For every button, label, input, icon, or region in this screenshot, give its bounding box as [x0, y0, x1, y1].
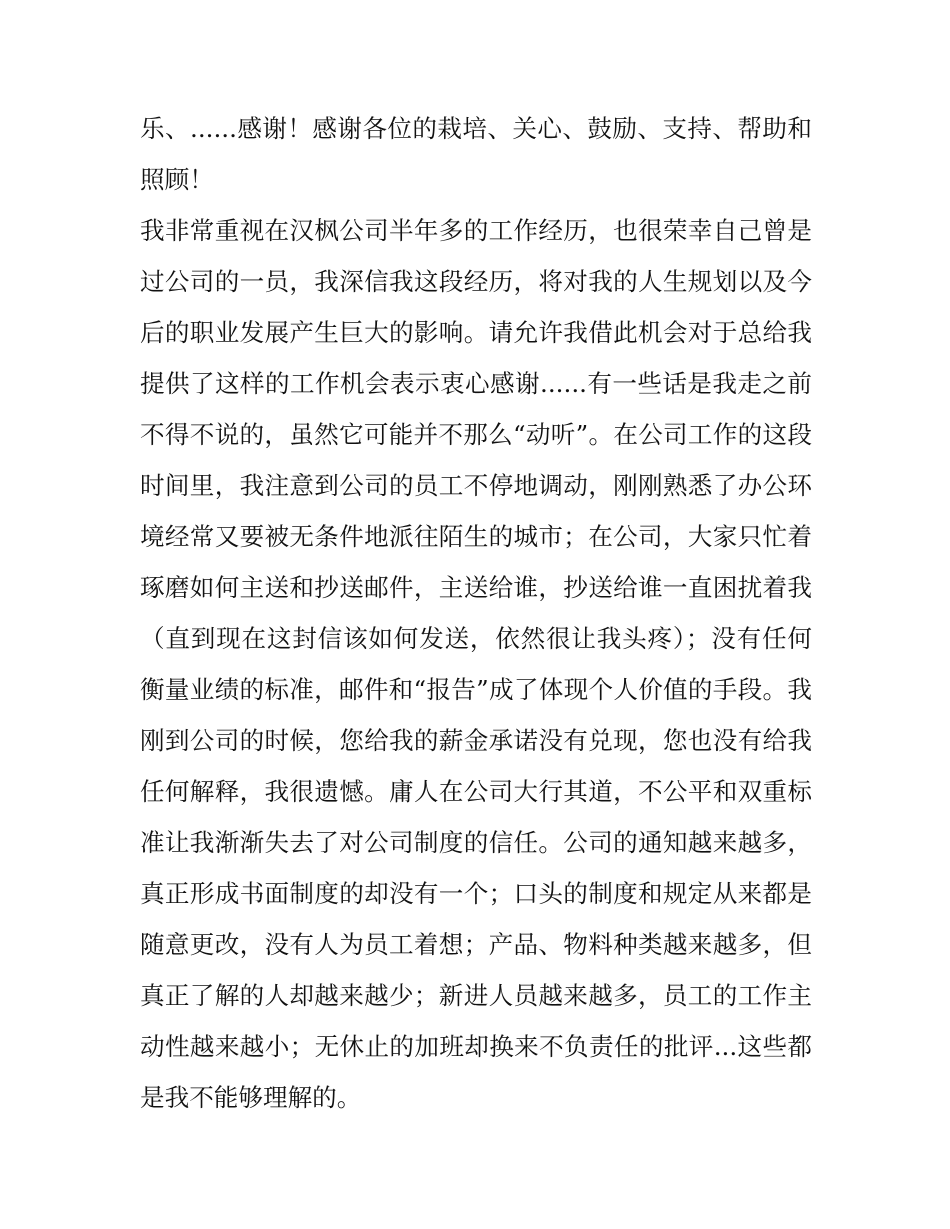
text-line: 真正了解的人却越来越少；新进人员越来越多，员工的工作主 — [140, 981, 812, 1010]
letter-body — [140, 103, 812, 1123]
text-line: 提供了这样的工作机会表示衷心感谢......有一些话是我走之前 — [140, 369, 812, 398]
text-line: 乐、......感谢！感谢各位的栽培、关心、鼓励、支持、帮助和 — [140, 114, 812, 143]
text-line: 后的职业发展产生巨大的影响。请允许我借此机会对于总给我 — [140, 318, 812, 347]
text-line: 是我不能够理解的。 — [140, 1083, 362, 1112]
text-line: 照顾！ — [140, 165, 214, 194]
text-line: 随意更改，没有人为员工着想；产品、物料种类越来越多，但 — [140, 930, 812, 959]
text-line: 不得不说的，虽然它可能并不那么“动听”。在公司工作的这段 — [140, 420, 812, 449]
text-line: 任何解释，我很遗憾。庸人在公司大行其道，不公平和双重标 — [140, 777, 812, 806]
text-line: 动性越来越小；无休止的加班却换来不负责任的批评...这些都 — [140, 1032, 812, 1061]
text-line: 我非常重视在汉枫公司半年多的工作经历，也很荣幸自己曾是 — [140, 216, 812, 245]
text-line: 准让我渐渐失去了对公司制度的信任。公司的通知越来越多， — [140, 828, 812, 857]
text-line: 真正形成书面制度的却没有一个；口头的制度和规定从来都是 — [140, 879, 812, 908]
text-line: 时间里，我注意到公司的员工不停地调动，刚刚熟悉了办公环 — [140, 471, 812, 500]
text-line: （直到现在这封信该如何发送，依然很让我头疼）；没有任何 — [140, 624, 812, 653]
text-line: 境经常又要被无条件地派往陌生的城市；在公司，大家只忙着 — [140, 522, 812, 551]
text-line: 琢磨如何主送和抄送邮件，主送给谁，抄送给谁一直困扰着我 — [140, 573, 812, 602]
text-line: 刚到公司的时候，您给我的薪金承诺没有兑现，您也没有给我 — [140, 726, 812, 755]
text-line: 衡量业绩的标准，邮件和“报告”成了体现个人价值的手段。我 — [140, 675, 812, 704]
text-line: 过公司的一员，我深信我这段经历，将对我的人生规划以及今 — [140, 267, 812, 296]
